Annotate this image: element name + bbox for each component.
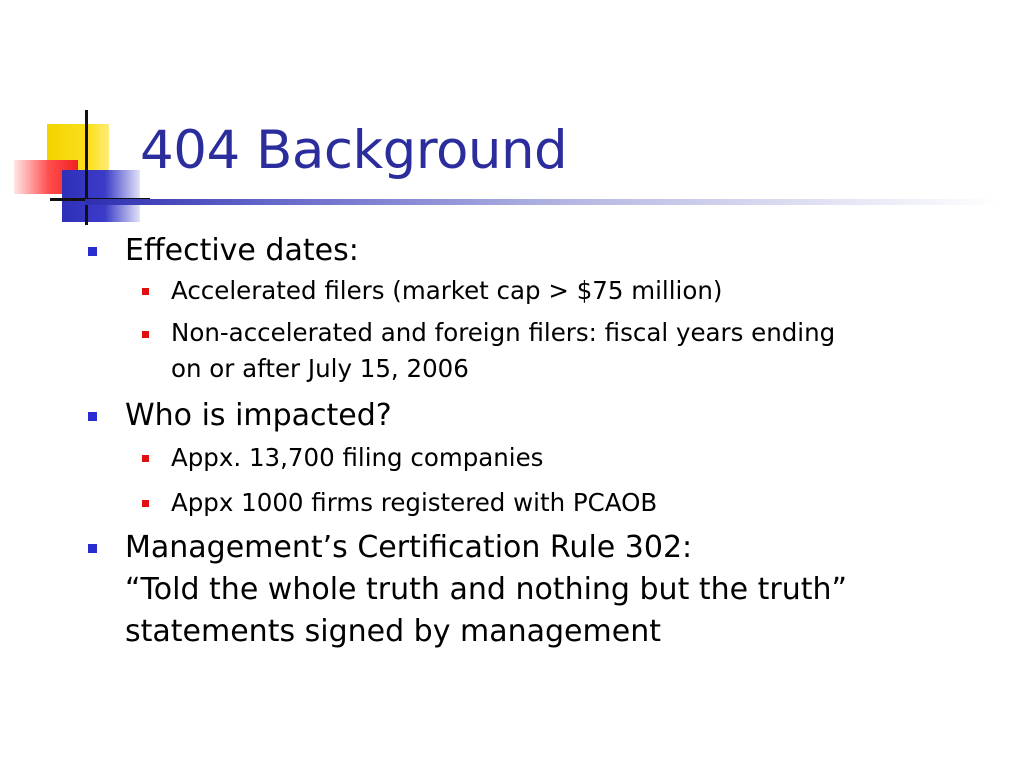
red-square-bullet-icon [142, 500, 149, 507]
logo-vertical-line [85, 110, 88, 225]
subbullet-text: Appx 1000 firms registered with PCAOB [171, 488, 658, 517]
subbullet-text: Accelerated filers (market cap > $75 million) [171, 276, 723, 305]
bullet-text-line1: Management’s Certification Rule 302: [125, 530, 693, 565]
subbullet-text-line2: on or after July 15, 2006 [171, 354, 469, 383]
subbullet-non-accelerated [88, 315, 1008, 387]
red-square-bullet-icon [142, 331, 149, 338]
subbullet-text: Appx. 13,700 filing companies [171, 443, 544, 472]
blue-square-bullet-icon [88, 247, 97, 256]
slide-title: 404 Background [140, 120, 568, 181]
bullet-management-certification [88, 527, 1008, 653]
red-square-bullet-icon [142, 455, 149, 462]
slide-content [88, 230, 1008, 653]
logo-blue-square [62, 170, 140, 222]
red-square-bullet-icon [142, 288, 149, 295]
bullet-who-is-impacted [88, 395, 1008, 437]
bullet-effective-dates [88, 230, 1008, 272]
bullet-text-line3: statements signed by management [125, 614, 661, 649]
subbullet-text-line1: Non-accelerated and foreign filers: fiscal years ending [171, 318, 836, 347]
subbullet-filing-companies [88, 439, 1008, 476]
bullet-text-line2: “Told the whole truth and nothing but the truth” [125, 572, 848, 607]
bullet-text: Effective dates: [125, 233, 359, 268]
subbullet-accelerated-filers [88, 272, 1008, 309]
bullet-text: Who is impacted? [125, 398, 392, 433]
blue-square-bullet-icon [88, 412, 97, 421]
subbullet-pcaob-firms [88, 484, 1008, 521]
blue-square-bullet-icon [88, 544, 97, 553]
title-underline [85, 199, 1000, 205]
